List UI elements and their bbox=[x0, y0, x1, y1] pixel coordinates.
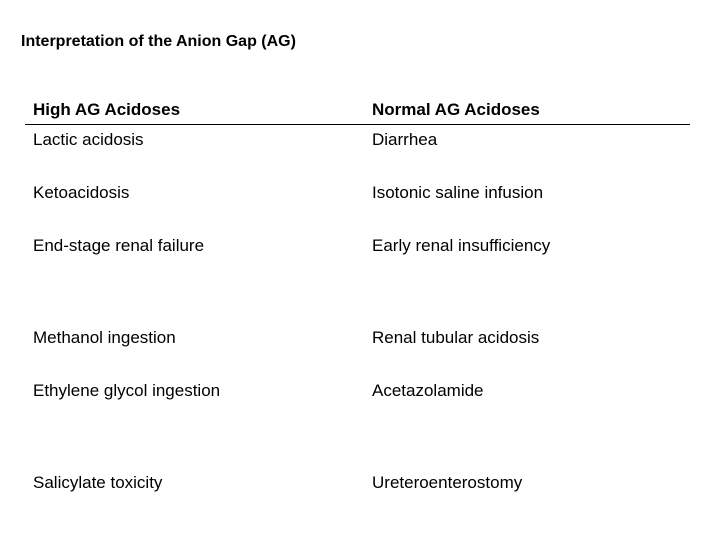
header-high-ag: High AG Acidoses bbox=[33, 100, 181, 119]
header-normal-ag: Normal AG Acidoses bbox=[372, 100, 540, 119]
high-ag-cell: Lactic acidosis bbox=[33, 130, 144, 149]
normal-ag-cell: Early renal insufficiency bbox=[372, 236, 551, 255]
normal-ag-cell: Renal tubular acidosis bbox=[372, 328, 540, 347]
table-row bbox=[25, 231, 690, 323]
normal-ag-cell: Diarrhea bbox=[372, 130, 438, 149]
table-header-row bbox=[25, 92, 690, 125]
table-row bbox=[25, 323, 690, 376]
high-ag-cell: End-stage renal failure bbox=[33, 236, 205, 255]
table-row bbox=[25, 376, 690, 468]
high-ag-cell: Ethylene glycol ingestion bbox=[33, 381, 221, 400]
anion-gap-table bbox=[25, 92, 690, 508]
normal-ag-cell: Isotonic saline infusion bbox=[372, 183, 544, 202]
page-title: Interpretation of the Anion Gap (AG) bbox=[21, 33, 296, 50]
high-ag-cell: Salicylate toxicity bbox=[33, 473, 163, 492]
normal-ag-cell: Acetazolamide bbox=[372, 381, 484, 400]
high-ag-cell: Methanol ingestion bbox=[33, 328, 176, 347]
high-ag-cell: Ketoacidosis bbox=[33, 183, 130, 202]
table-row bbox=[25, 178, 690, 231]
table-row bbox=[25, 468, 690, 508]
table-row bbox=[25, 125, 690, 178]
normal-ag-cell: Ureteroenterostomy bbox=[372, 473, 523, 492]
